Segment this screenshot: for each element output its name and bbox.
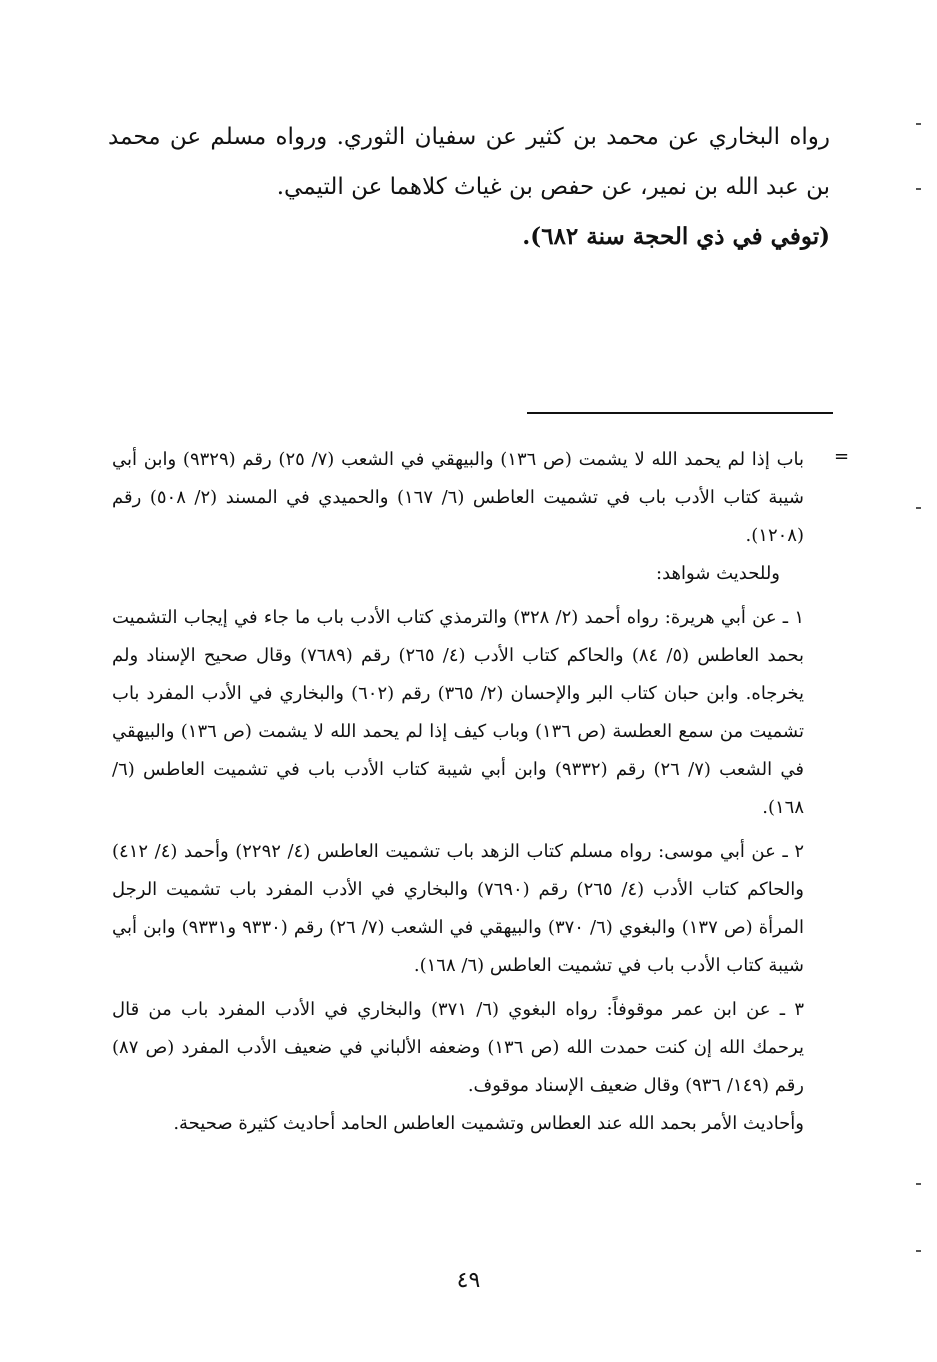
main-text-block [108, 112, 830, 262]
margin-mark [916, 507, 921, 509]
margin-mark [916, 1183, 921, 1185]
main-paragraph: رواه البخاري عن محمد بن كثير عن سفيان الثوري. ورواه مسلم عن محمد بن عبد الله بن نمير، عن حفص بن غياث كلاهما عن التيمي. [108, 124, 830, 200]
footnote-witnesses-heading: وللحديث شواهد: [656, 563, 780, 584]
footnote-continuation: باب إذا لم يحمد الله لا يشمت (ص ١٣٦) والبيهقي في الشعب (٧/ ٢٥) رقم (٩٣٢٩) وابن أبي شيبة كتاب الأدب باب في تشميت العاطس (٦/ ١٦٧) والحميدي في المسند (٢/ ٥٠٨) رقم (١٢٠٨). [112, 449, 805, 546]
footnote-continuation-marker: = [834, 446, 850, 467]
margin-mark [916, 123, 921, 125]
footnote-witness-3: ٣ ـ عن ابن عمر موقوفاً: رواه البغوي (٦/ ٣٧١) والبخاري في الأدب المفرد باب من قال يرحمك الله إن كنت حمدت الله (ص ١٣٦) وضعفه الألباني في ضعيف الأدب المفرد (ص ٨٧) رقم (١٤٩/ ٩٣٦) وقال ضعيف الإسناد موقوف. [112, 999, 804, 1096]
footnote-witness-1: ١ ـ عن أبي هريرة: رواه أحمد (٢/ ٣٢٨) والترمذي كتاب الأدب باب ما جاء في إيجاب التشميت بحمد العاطس (٥/ ٨٤) والحاكم كتاب الأدب (٤/ ٢٦٥) رقم (٧٦٨٩) وقال صحيح الإسناد ولم يخرجاه. وابن حبان كتاب البر والإحسان (٢/ ٣٦٥) رقم (٦٠٢) والبخاري في الأدب المفرد باب تشميت من سمع العطسة (ص ١٣٦) وباب كيف إذا لم يحمد الله لا يشمت (ص ١٣٦) والبيهقي في الشعب (٧/ ٢٦) رقم (٩٣٣٢) وابن أبي شيبة كتاب الأدب باب في تشميت العاطس (٦/ ١٦٨). [112, 607, 805, 818]
margin-mark [916, 188, 921, 190]
footnote-witness-2: ٢ ـ عن أبي موسى: رواه مسلم كتاب الزهد باب تشميت العاطس (٤/ ٢٢٩٢) وأحمد (٤/ ٤١٢) والحاكم كتاب الأدب (٤/ ٢٦٥) رقم (٧٦٩٠) والبخاري في الأدب المفرد باب تشميت الرجل المرأة (ص ١٣٧) والبغوي (٦/ ٣٧٠) والبيهقي في الشعب (٧/ ٢٦) رقم (٩٣٣٠ و٩٣٣١) وابن أبي شيبة كتاب الأدب باب في تشميت العاطس (٦/ ١٦٨). [112, 841, 804, 976]
footnote-separator [527, 412, 833, 414]
footnotes-block [112, 441, 804, 1143]
page-number: ٤٩ [456, 1268, 481, 1293]
footnote-closing: وأحاديث الأمر بحمد الله عند العطاس وتشميت العاطس الحامد أحاديث كثيرة صحيحة. [173, 1113, 804, 1134]
margin-mark [916, 1250, 921, 1252]
death-note: (توفي في ذي الحجة سنة ٦٨٢). [522, 223, 830, 250]
